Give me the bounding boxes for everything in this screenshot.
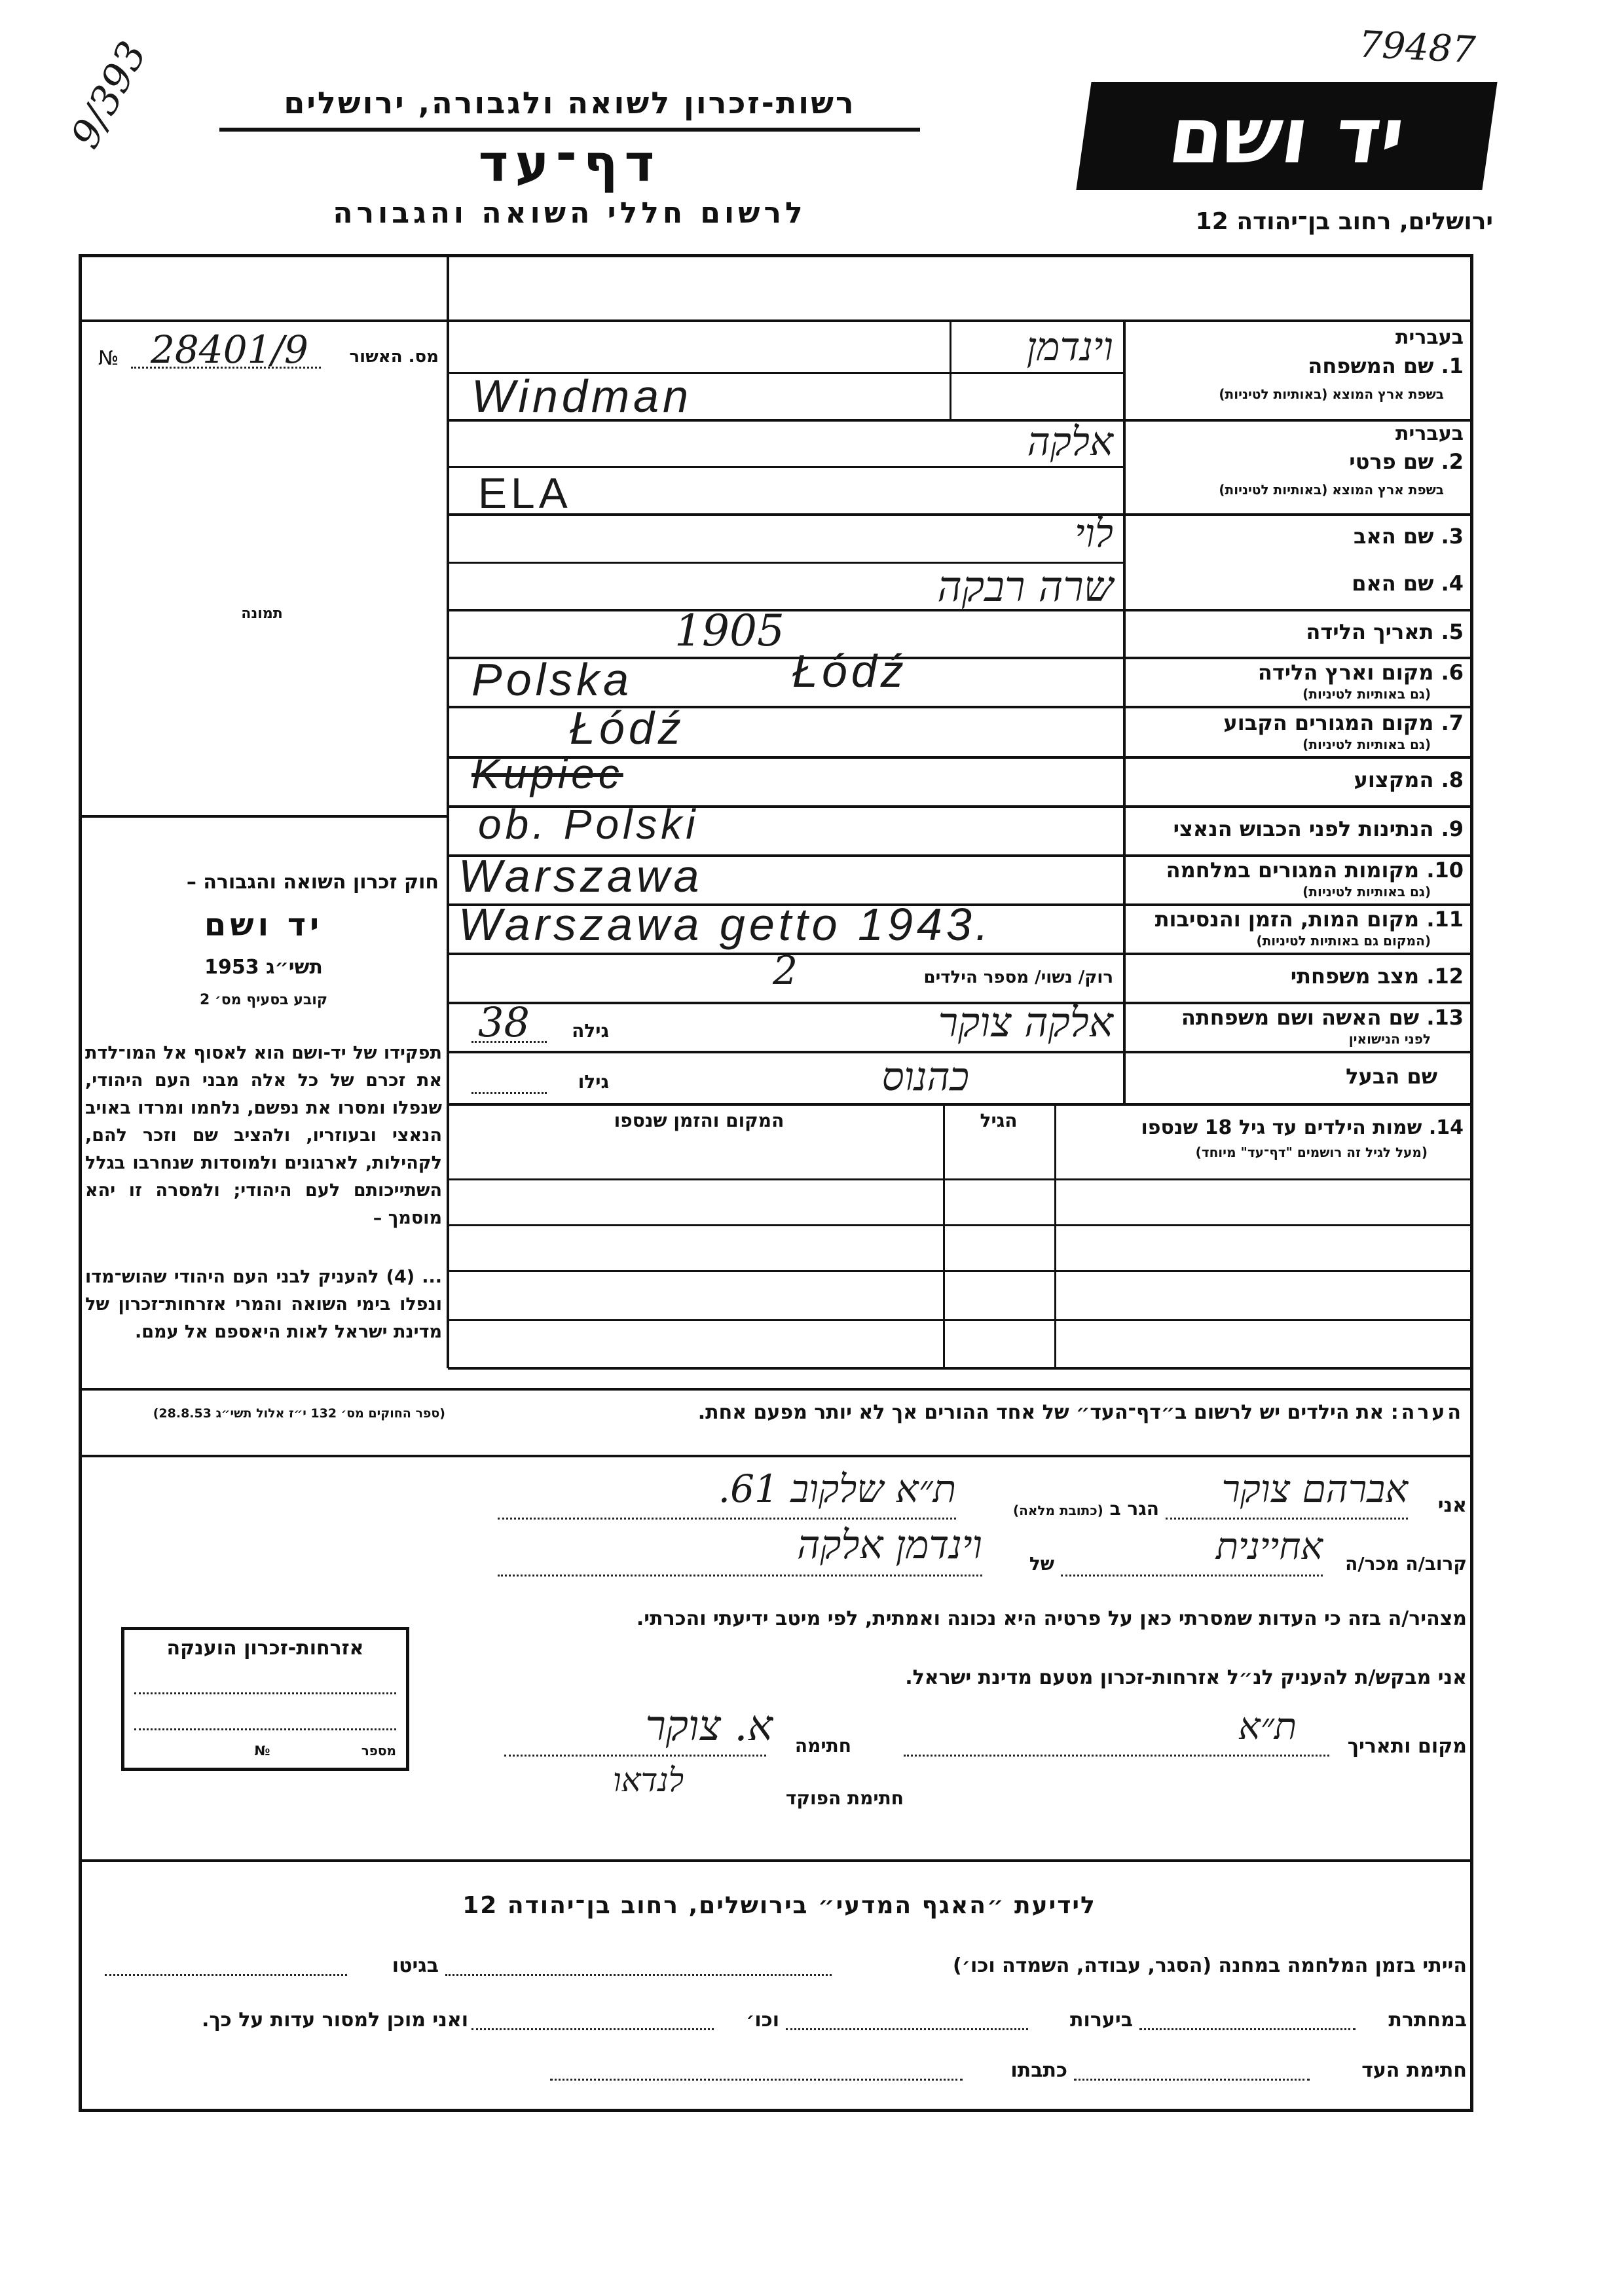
hline-r12 [448, 1051, 1473, 1053]
value-residence: Łódź [570, 702, 685, 754]
footer-line2-forests: ביערות [1070, 2009, 1133, 2032]
place-date-line [904, 1755, 1329, 1757]
field-2-label: 2. שם פרטי [1349, 449, 1464, 474]
divider-top-left [447, 255, 449, 321]
footer-line2-dots-1 [1139, 2028, 1356, 2030]
hline-left-photo [79, 815, 447, 818]
footer-address-label: כתבתו [1010, 2059, 1067, 2082]
footer-line2-etc: וכו׳ [746, 2009, 779, 2032]
footer-line1-dots-end [105, 1974, 347, 1976]
value-surname-lat: Windman [471, 371, 693, 422]
law-body-2: ... (4) להעניק לבני העם היהודי שהוש־מדו ונפלו בימי השואה והמרי אזרחות־זכרון של מדינת ישראל לאות היאספם אל עמם. [85, 1267, 442, 1342]
footer-title: לידיעת ״האגף המדעי״ בירושלים, רחוב בן־יהודה 12 [462, 1892, 1096, 1919]
field-1-label: 1. שם המשפחה [1308, 354, 1464, 378]
divider-children-age-left [943, 1103, 945, 1368]
footer-line1-camp: הייתי בזמן המלחמה במחנה (הסגר, עבודה, השמדה וכו׳) [953, 1954, 1467, 1977]
authority-title: רשות-זכרון לשואה ולגבורה, ירושלים [284, 85, 856, 120]
hline-note-bottom [79, 1455, 1473, 1457]
hline-children-2 [448, 1270, 1473, 1272]
law-clause: קובע בסעיף מס׳ 2 [199, 992, 328, 1008]
field-6-label: 6. מקום וארץ הלידה [1257, 660, 1464, 685]
field-10-label: 10. מקומות המגורים במלחמה [1166, 858, 1464, 883]
field-7-sub: (גם באותיות לטיניות) [1302, 737, 1431, 752]
value-firstname-heb: אלקה [1027, 419, 1113, 465]
photo-label: תמונה [241, 606, 283, 622]
footer-line2-dots-3 [471, 2028, 714, 2030]
value-birthplace-city: Łódź [792, 646, 908, 697]
hline-children-header [448, 1178, 1473, 1180]
value-surname-heb: וינדמן [1026, 324, 1113, 370]
hline-footer-top [79, 1859, 1473, 1862]
field-11-label: 11. מקום המות, הזמן והנסיבות [1154, 907, 1464, 932]
declaration-name: אברהם צוקר [1221, 1467, 1408, 1511]
margin-note: 9/393 [62, 34, 156, 156]
wife-age-line [471, 1041, 547, 1043]
value-father: לוי [1074, 511, 1113, 556]
law-name: יד ושם [204, 907, 323, 943]
declaration-address: ת״א שלקוב 61. [718, 1467, 956, 1511]
value-death-place: Warszawa getto 1943. [458, 899, 993, 950]
corner-archive-number: 79487 [1357, 23, 1477, 72]
footer-line2-underground: במחתרת [1388, 2009, 1467, 2032]
field-5-label: 5. תאריך הלידה [1306, 619, 1464, 644]
hline-note-top [79, 1388, 1473, 1391]
citizenship-box-number: מספר № [254, 1743, 396, 1758]
field-13-label: 13. שם האשה ושם משפחתה [1181, 1005, 1464, 1030]
yad-vashem-logo: יד ושם [1076, 82, 1497, 190]
hline-r2 [448, 513, 1473, 516]
law-body: תפקידו של יד-ושם הוא לאסוף אל המו־לדת את זכרם של כל אלה מבני העם היהודי, שנפלו ומסרו את נפשם, נלחמו ומרדו באויב הנאצי ובעוזריו, ולהציב שם וזכר להם, לקהילות, לארגונים ולמוסדות שנחרבו בגלל השתייכותם לעם היהודי; ולמסרה זו יהא מוסמך – [85, 1043, 442, 1228]
value-children-count: 2 [773, 948, 798, 994]
value-profession: Kupiec [471, 750, 623, 797]
value-wife-age: 38 [478, 998, 530, 1046]
law-year: תשי״ג 1953 [204, 956, 323, 979]
approval-number-prefix: № [98, 347, 119, 370]
citizenship-box-line-2 [134, 1728, 396, 1730]
declaration-ani-label: אני [1437, 1494, 1467, 1517]
divider-heb-value-right [950, 321, 951, 419]
footer-address-line [550, 2079, 963, 2081]
field-7-label: 7. מקום המגורים הקבוע [1223, 710, 1464, 735]
hline-r10 [448, 953, 1473, 955]
note-line [458, 1401, 1464, 1424]
divider-children-age-right [1054, 1103, 1056, 1368]
place-date-label: מקום ותאריך [1347, 1735, 1467, 1758]
value-mother: שרה רבקה [937, 563, 1113, 611]
hline-r13 [448, 1103, 1473, 1106]
footer-line2-ready: ואני מוכן למסור עדות על כך. [202, 2009, 468, 2032]
footer-witness-signature-line [1074, 2079, 1310, 2081]
declaration-statement: מצהיר/ה בזה כי העדות שמסרתי כאן על פרטיה היא נכונה ואמתית, לפי מיטב ידיעתי והכרתי. [636, 1607, 1467, 1630]
footer-line2-dots-2 [786, 2028, 1028, 2030]
children-col-place: המקום והזמן שנספו [614, 1110, 784, 1131]
citizenship-box-line-1 [134, 1692, 396, 1694]
hline-top [79, 319, 1473, 322]
husband-label: שם הבעל [1346, 1064, 1437, 1089]
authority-underline [219, 128, 920, 132]
form-subtitle: לרשום חללי השואה והגבורה [333, 196, 807, 230]
divider-left-column [447, 255, 449, 1368]
value-citizenship: ob. Polski [478, 801, 699, 848]
field-1-sub: בשפת ארץ המוצא (באותיות לטיניות) [1219, 386, 1444, 402]
official-signature: לנדאו [612, 1761, 684, 1799]
declaration-of-line [498, 1575, 982, 1576]
value-wife-name: אלקה צוקר [938, 998, 1113, 1046]
declaration-relative-label: קרוב/ה מכר/ה [1345, 1553, 1467, 1575]
children-col-age: הגיל [980, 1110, 1018, 1131]
note-text: את הילדים יש לרשום ב״דף־העד״ של אחד ההורים אך לא יותר מפעם אחת. [697, 1401, 1384, 1424]
divider-label-column [1123, 321, 1126, 1103]
approval-number-line [131, 367, 321, 369]
field-14-label: 14. שמות הילדים עד גיל 18 שנספו [1141, 1116, 1464, 1139]
approval-label: מס. האשור [349, 347, 439, 367]
field-1-lang: בעברית [1395, 326, 1464, 349]
declaration-of-label: של [1029, 1553, 1054, 1575]
husband-age-label: גילו [578, 1071, 609, 1093]
law-title: חוק זכרון השואה והגבורה – [186, 871, 439, 894]
wife-age-label: גילה [572, 1020, 609, 1042]
declaration-of-name: וינדמן אלקה [797, 1522, 982, 1568]
field-4-label: 4. שם האם [1352, 571, 1464, 596]
signature-label: חתימה [794, 1735, 851, 1757]
field-10-sub: (גם באותיות לטיניות) [1302, 884, 1431, 900]
hline-children-3 [448, 1319, 1473, 1321]
husband-age-line [471, 1092, 547, 1094]
footer-witness-signature-label: חתימת העד [1361, 2059, 1467, 2082]
address-header: ירושלים, רחוב בן־יהודה 12 [1195, 208, 1493, 235]
value-wartime-residence: Warszawa [458, 850, 703, 902]
value-birthdate: 1905 [674, 606, 784, 656]
field-12-label: 12. מצב משפחתי [1290, 964, 1464, 989]
field-2-sub: בשפת ארץ המוצא (באותיות לטיניות) [1219, 482, 1444, 498]
field-14-sub: (מעל לגיל זה רושמים "דף־עד" מיוחד) [1195, 1144, 1428, 1160]
approval-number: 28401/9 [151, 327, 308, 372]
place-date-value: ת״א [1238, 1705, 1297, 1748]
hline-children-1 [448, 1224, 1473, 1226]
declaration-request: אני מבקש/ת להעניק לנ״ל אזרחות-זכרון מטעם מדינת ישראל. [905, 1666, 1467, 1689]
declaration-address-line [498, 1518, 956, 1520]
field-13-sub: לפני הנישואין [1348, 1031, 1431, 1047]
value-firstname-lat: ELA [478, 469, 572, 517]
value-birthplace-country: Polska [471, 654, 633, 705]
field-9-label: 9. הנתינות לפני הכבוש הנאצי [1173, 816, 1464, 841]
signature-line [504, 1755, 766, 1757]
official-signature-label: חתימת הפוקד [785, 1787, 904, 1809]
hline-children-end [448, 1367, 1473, 1370]
footer-line1-ghetto: בגיטו [392, 1954, 439, 1977]
declaration-relation: אחיינית [1215, 1525, 1323, 1568]
field-11-sub: (המקום גם באותיות לטיניות) [1256, 933, 1431, 949]
note-label: הערה: [1390, 1401, 1464, 1424]
family-status-options: רוק/ נשוי/ מספר הילדים [923, 968, 1113, 987]
field-8-label: 8. המקצוע [1354, 767, 1464, 792]
declaration-name-line [1166, 1518, 1408, 1520]
declaration-relation-line [1061, 1575, 1323, 1576]
citizenship-box-title: אזרחות-זכרון הוענקה [166, 1637, 364, 1660]
value-husband-name: כהנוס [881, 1054, 969, 1100]
declarant-signature: א. צוקר [645, 1702, 773, 1751]
law-reference: (ספר החוקים מס׳ 132 י״ז אלול תשי״ג 28.8.53) [153, 1406, 445, 1421]
footer-line1-dots [445, 1974, 832, 1976]
form-title: דף־עד [478, 134, 661, 193]
declaration-resides-label: הגר ב (כתובת מלאה) [1012, 1498, 1159, 1520]
field-6-sub: (גם באותיות לטיניות) [1302, 686, 1431, 702]
field-3-label: 3. שם האב [1353, 524, 1464, 549]
field-2-lang: בעברית [1395, 422, 1464, 445]
